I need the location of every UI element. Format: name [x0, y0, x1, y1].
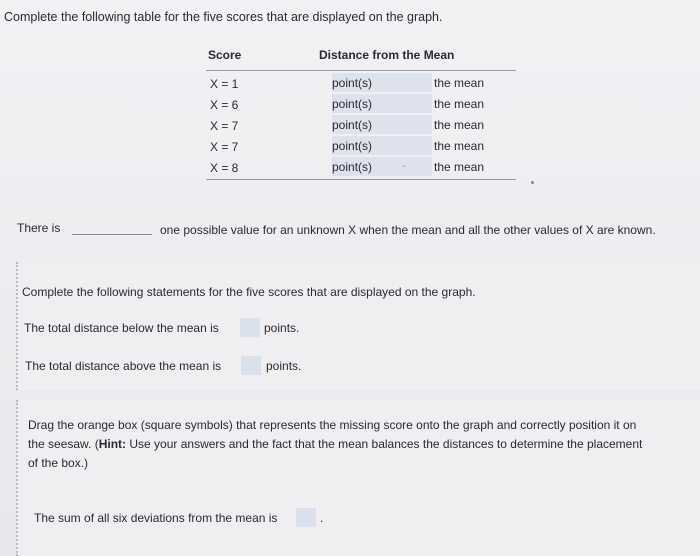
intro-text: Complete the following table for the five scores that are displayed on the graph. [4, 10, 443, 24]
statement-suffix: one possible value for an unknown X when the mean and all the other values of X are known. [160, 223, 656, 237]
deviation-sum-input[interactable] [296, 508, 316, 527]
direction-dropdown[interactable] [382, 136, 432, 155]
dropdown-marker-icon: - [402, 160, 406, 172]
table-row [206, 136, 516, 157]
instruction-line-3: of the box.) [28, 456, 89, 470]
below-mean-input[interactable] [240, 318, 260, 337]
seesaw-panel [16, 400, 700, 556]
below-mean-label: The total distance below the mean is [24, 321, 219, 335]
unit-label: point(s) [332, 97, 373, 111]
mean-label: the mean [434, 118, 485, 132]
above-mean-label: The total distance above the mean is [25, 359, 222, 373]
above-mean-input[interactable] [241, 356, 261, 375]
column-header-distance: Distance from the Mean [319, 48, 455, 62]
mean-label: the mean [434, 76, 485, 90]
table-row [206, 73, 516, 94]
table-row [206, 94, 516, 115]
instruction-line-2 [28, 437, 642, 451]
unit-label: point(s) [332, 139, 373, 153]
mean-label: the mean [434, 139, 485, 153]
score-value: X = 6 [210, 98, 239, 112]
below-mean-unit: points. [264, 321, 300, 335]
direction-dropdown[interactable] [382, 157, 432, 176]
direction-dropdown[interactable] [382, 73, 432, 92]
sentence-period: . [320, 511, 324, 525]
unit-label: point(s) [332, 118, 373, 132]
mean-label: the mean [434, 97, 485, 111]
instruction-line-1: Drag the orange box (square symbols) that represents the missing score onto the graph and correctly position it on [28, 418, 637, 432]
instruction-line-2-end: Use your answers and the fact that the mean balances the distances to determine the placement [126, 437, 643, 451]
above-mean-unit: points. [266, 359, 302, 373]
score-value: X = 7 [210, 119, 239, 133]
table-row [206, 157, 516, 178]
score-value: X = 8 [210, 161, 239, 175]
table-bottom-rule [206, 179, 516, 180]
score-value: X = 1 [210, 77, 239, 91]
column-header-score: Score [208, 48, 242, 62]
mean-label: the mean [434, 160, 485, 174]
distance-statements-panel [16, 262, 700, 390]
count-dropdown[interactable] [72, 234, 152, 235]
table-row [206, 115, 516, 136]
section-heading: Complete the following statements for the five scores that are displayed on the graph. [22, 285, 476, 299]
unit-label: point(s) [332, 160, 373, 174]
unit-label: point(s) [332, 76, 373, 90]
score-value: X = 7 [210, 140, 239, 154]
direction-dropdown[interactable] [382, 115, 432, 134]
dot-icon [531, 181, 534, 184]
hint-label: Hint: [98, 437, 127, 451]
instruction-line-2-start: the seesaw. ( [28, 437, 99, 451]
header-rule [206, 70, 516, 71]
direction-dropdown[interactable] [382, 94, 432, 113]
deviation-sum-label: The sum of all six deviations from the mean is [34, 511, 278, 525]
statement-prefix: There is [17, 221, 61, 235]
